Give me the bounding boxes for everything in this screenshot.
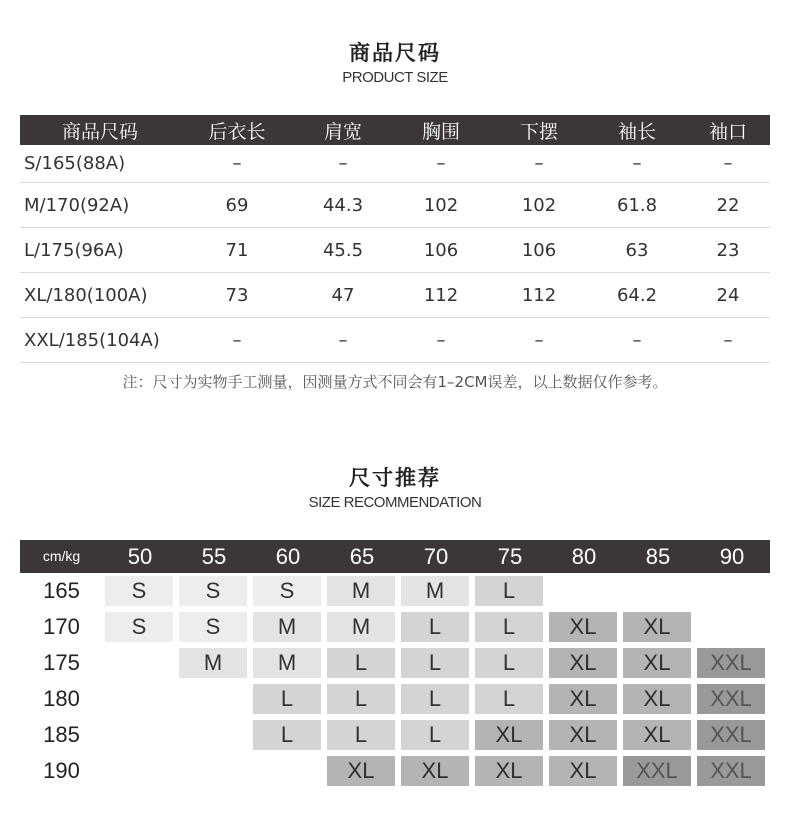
header-size: 商品尺码 bbox=[61, 120, 138, 143]
size-recommendation-cell: XXL bbox=[697, 648, 765, 678]
size-recommendation-cell: XL bbox=[549, 756, 617, 786]
header-shoulder: 肩宽 bbox=[323, 120, 362, 143]
size-recommendation-cell: XL bbox=[623, 612, 691, 642]
table-row bbox=[20, 318, 770, 363]
size-recommendation-cell: S bbox=[179, 576, 247, 606]
table-cell: 44.3 bbox=[322, 194, 364, 216]
size-recommendation-cell: M bbox=[401, 576, 469, 606]
size-recommendation-cell: S bbox=[253, 576, 321, 606]
table-cell: 112 bbox=[521, 284, 557, 306]
size-recommendation-cell: XL bbox=[549, 684, 617, 714]
size-recommendation-cell: M bbox=[253, 612, 321, 642]
height-label: 165 bbox=[43, 578, 80, 603]
weight-header: 75 bbox=[497, 544, 523, 569]
table-cell: – bbox=[232, 153, 242, 174]
size-recommendation-cell: S bbox=[179, 612, 247, 642]
header-hem: 下摆 bbox=[519, 120, 558, 143]
table-cell: 47 bbox=[331, 284, 355, 306]
table-cell: 73 bbox=[225, 284, 249, 306]
size-recommendation-cell: M bbox=[327, 576, 395, 606]
table-cell: – bbox=[232, 329, 242, 351]
size-recommendation-cell: XL bbox=[475, 756, 543, 786]
size-cell: M/170(92A) bbox=[24, 194, 130, 216]
weight-header: 90 bbox=[719, 544, 745, 569]
height-label: 185 bbox=[43, 722, 80, 747]
size-recommendation-cell: M bbox=[253, 648, 321, 678]
size-cell: XL/180(100A) bbox=[24, 284, 148, 306]
size-recommendation-subtitle: SIZE RECOMMENDATION bbox=[308, 494, 482, 511]
height-label: 190 bbox=[43, 758, 80, 783]
table-row bbox=[20, 273, 770, 318]
size-recommendation-cell: L bbox=[253, 684, 321, 714]
size-recommendation-cell: XXL bbox=[697, 720, 765, 750]
size-recommendation-cell: XL bbox=[623, 720, 691, 750]
size-recommendation-cell: XXL bbox=[697, 684, 765, 714]
size-recommendation-cell: M bbox=[327, 612, 395, 642]
weight-header: 55 bbox=[201, 544, 227, 569]
table-cell: 71 bbox=[225, 239, 249, 261]
size-table-header bbox=[20, 115, 770, 145]
weight-header: 85 bbox=[645, 544, 671, 569]
height-label: 170 bbox=[43, 614, 80, 639]
size-recommendation-cell: XXL bbox=[697, 756, 765, 786]
height-label: 180 bbox=[43, 686, 80, 711]
size-cell: L/175(96A) bbox=[24, 239, 124, 261]
header-back-length: 后衣长 bbox=[208, 120, 266, 143]
product-size-table bbox=[20, 115, 770, 363]
size-recommendation-cell: L bbox=[401, 684, 469, 714]
table-cell: – bbox=[723, 153, 733, 174]
header-chest: 胸围 bbox=[421, 120, 460, 143]
table-row bbox=[20, 183, 770, 228]
table-cell: – bbox=[534, 153, 544, 174]
size-recommendation-cell: L bbox=[401, 720, 469, 750]
size-recommendation-cell: L bbox=[475, 648, 543, 678]
size-recommendation-cell: L bbox=[327, 648, 395, 678]
unit-label: cm/kg bbox=[42, 548, 81, 564]
table-row bbox=[20, 145, 770, 183]
size-recommendation-title: 尺寸推荐 bbox=[349, 466, 441, 490]
size-recommendation-cell: XL bbox=[623, 648, 691, 678]
weight-header: 60 bbox=[275, 544, 301, 569]
product-size-title: 商品尺码 bbox=[349, 41, 441, 65]
table-cell: – bbox=[436, 329, 446, 351]
weight-header: 80 bbox=[571, 544, 597, 569]
size-recommendation-cell: L bbox=[253, 720, 321, 750]
size-recommendation-cell: XL bbox=[549, 720, 617, 750]
table-cell: – bbox=[632, 153, 642, 174]
table-cell: 23 bbox=[716, 239, 740, 261]
recommendation-header bbox=[20, 540, 770, 573]
table-cell: – bbox=[723, 329, 733, 351]
measurement-note: 注：尺寸为实物手工测量，因测量方式不同会有1–2CM误差，以上数据仅作参考。 bbox=[122, 373, 668, 391]
header-sleeve-length: 袖长 bbox=[617, 120, 656, 143]
size-recommendation-cell: XL bbox=[475, 720, 543, 750]
table-cell: 22 bbox=[716, 194, 740, 216]
size-recommendation-cell: L bbox=[401, 612, 469, 642]
size-recommendation-cell: L bbox=[327, 720, 395, 750]
size-recommendation-cell: XL bbox=[401, 756, 469, 786]
size-recommendation-cell: S bbox=[105, 612, 173, 642]
size-recommendation-cell: XL bbox=[549, 648, 617, 678]
size-recommendation-cell: L bbox=[475, 576, 543, 606]
size-recommendation-cell: S bbox=[105, 576, 173, 606]
size-recommendation-cell: XL bbox=[327, 756, 395, 786]
table-cell: 102 bbox=[521, 194, 557, 216]
table-cell: 106 bbox=[521, 239, 557, 261]
size-recommendation-cell: L bbox=[327, 684, 395, 714]
table-cell: – bbox=[436, 153, 446, 174]
size-recommendation-cell: M bbox=[179, 648, 247, 678]
size-recommendation-cell: L bbox=[475, 684, 543, 714]
size-cell: S/165(88A) bbox=[24, 153, 126, 174]
table-cell: – bbox=[632, 329, 642, 351]
size-recommendation-cell: XXL bbox=[623, 756, 691, 786]
size-recommendation-cell: L bbox=[401, 648, 469, 678]
product-size-subtitle: PRODUCT SIZE bbox=[342, 69, 448, 86]
size-recommendation-cell: XL bbox=[549, 612, 617, 642]
table-cell: 106 bbox=[423, 239, 459, 261]
table-cell: 69 bbox=[225, 194, 249, 216]
table-cell: – bbox=[534, 329, 544, 351]
table-cell: 45.5 bbox=[322, 239, 364, 261]
table-cell: – bbox=[338, 329, 348, 351]
table-cell: 61.8 bbox=[616, 194, 658, 216]
size-recommendation-cell: XL bbox=[623, 684, 691, 714]
size-cell: XXL/185(104A) bbox=[24, 329, 160, 351]
table-row bbox=[20, 228, 770, 273]
size-recommendation-cell: L bbox=[475, 612, 543, 642]
table-cell: 64.2 bbox=[616, 284, 658, 306]
weight-header: 50 bbox=[127, 544, 153, 569]
table-cell: 112 bbox=[423, 284, 459, 306]
table-cell: 63 bbox=[625, 239, 649, 261]
table-cell: 102 bbox=[423, 194, 459, 216]
table-cell: – bbox=[338, 153, 348, 174]
weight-header: 70 bbox=[423, 544, 449, 569]
table-cell: 24 bbox=[716, 284, 740, 306]
height-label: 175 bbox=[43, 650, 80, 675]
weight-header: 65 bbox=[349, 544, 375, 569]
header-cuff: 袖口 bbox=[708, 120, 747, 143]
